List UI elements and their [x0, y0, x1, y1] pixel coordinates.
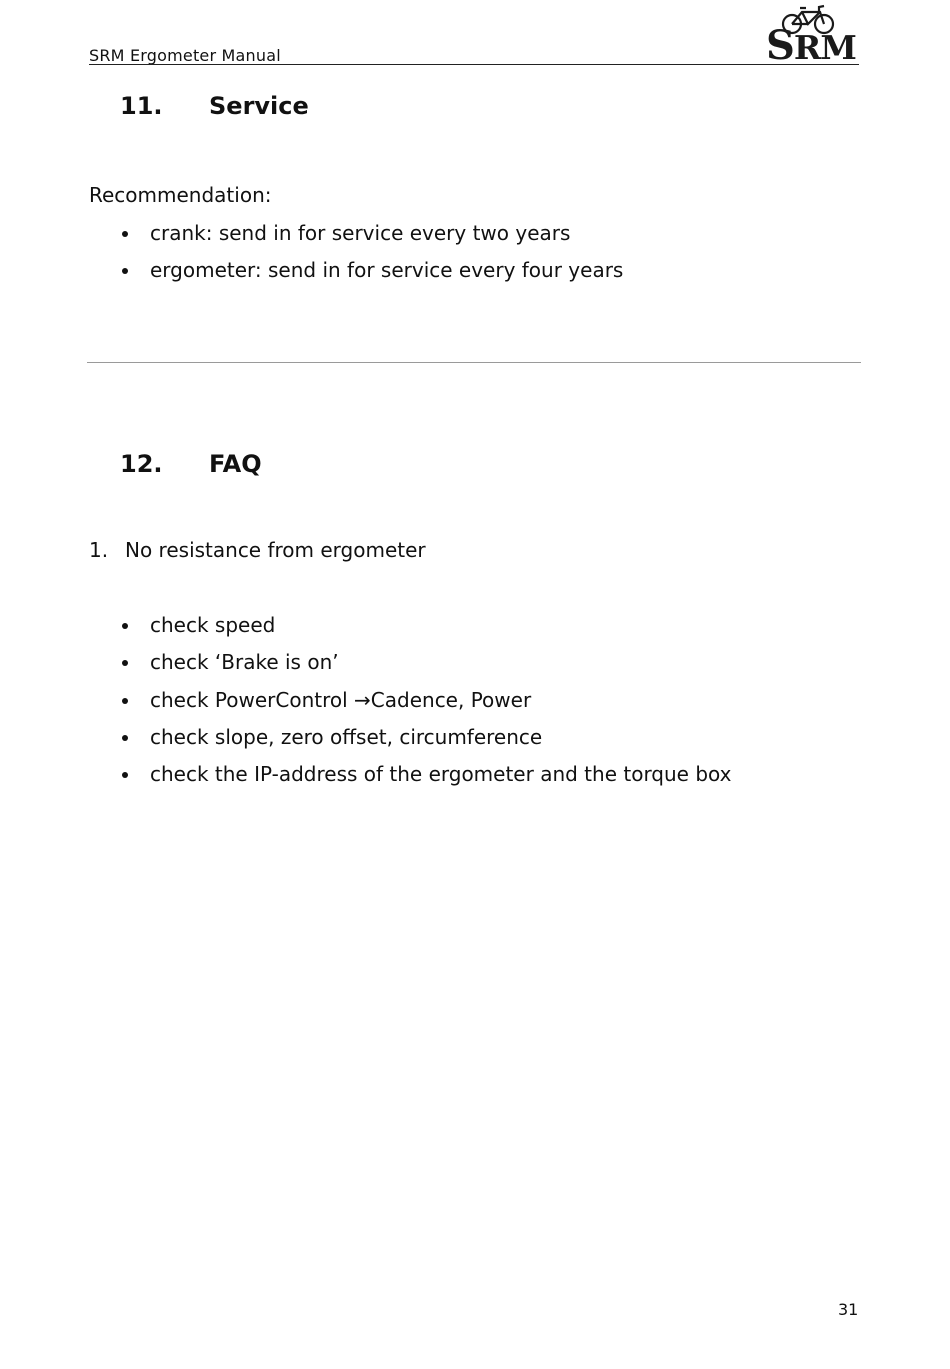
- bullet-icon: [122, 268, 128, 274]
- service-recommendation-list: [120, 220, 623, 295]
- list-item: check the IP-address of the ergometer and the torque box: [120, 761, 732, 798]
- section-heading-service: [120, 92, 309, 120]
- bullet-icon: [122, 772, 128, 778]
- question-text: No resistance from ergometer: [125, 538, 426, 562]
- bullet-icon: [122, 660, 128, 666]
- list-item: check speed: [120, 612, 732, 649]
- section-title: Service: [209, 92, 309, 120]
- list-item: check slope, zero offset, circumference: [120, 724, 732, 761]
- list-item: check ‘Brake is on’: [120, 649, 732, 686]
- faq-checklist: [120, 612, 732, 798]
- bullet-icon: [122, 231, 128, 237]
- srm-logo: [762, 2, 860, 69]
- list-item: ergometer: send in for service every four years: [120, 257, 623, 294]
- list-item: check PowerControl →Cadence, Power: [120, 687, 732, 724]
- section-divider: [87, 362, 861, 363]
- header-rule: [89, 64, 859, 65]
- list-item: crank: send in for service every two years: [120, 220, 623, 257]
- bullet-icon: [122, 623, 128, 629]
- section-heading-faq: [120, 450, 262, 478]
- section-number: 11.: [120, 92, 163, 120]
- section-title: FAQ: [209, 450, 262, 478]
- faq-question: [89, 538, 426, 562]
- section-number: 12.: [120, 450, 163, 478]
- logo-lettering: SRM: [766, 22, 856, 69]
- bullet-icon: [122, 698, 128, 704]
- page-number: 31: [838, 1300, 859, 1319]
- recommendation-label: Recommendation:: [89, 183, 272, 207]
- question-number: 1.: [89, 538, 109, 562]
- document-header-title: SRM Ergometer Manual: [89, 46, 281, 65]
- bullet-icon: [122, 735, 128, 741]
